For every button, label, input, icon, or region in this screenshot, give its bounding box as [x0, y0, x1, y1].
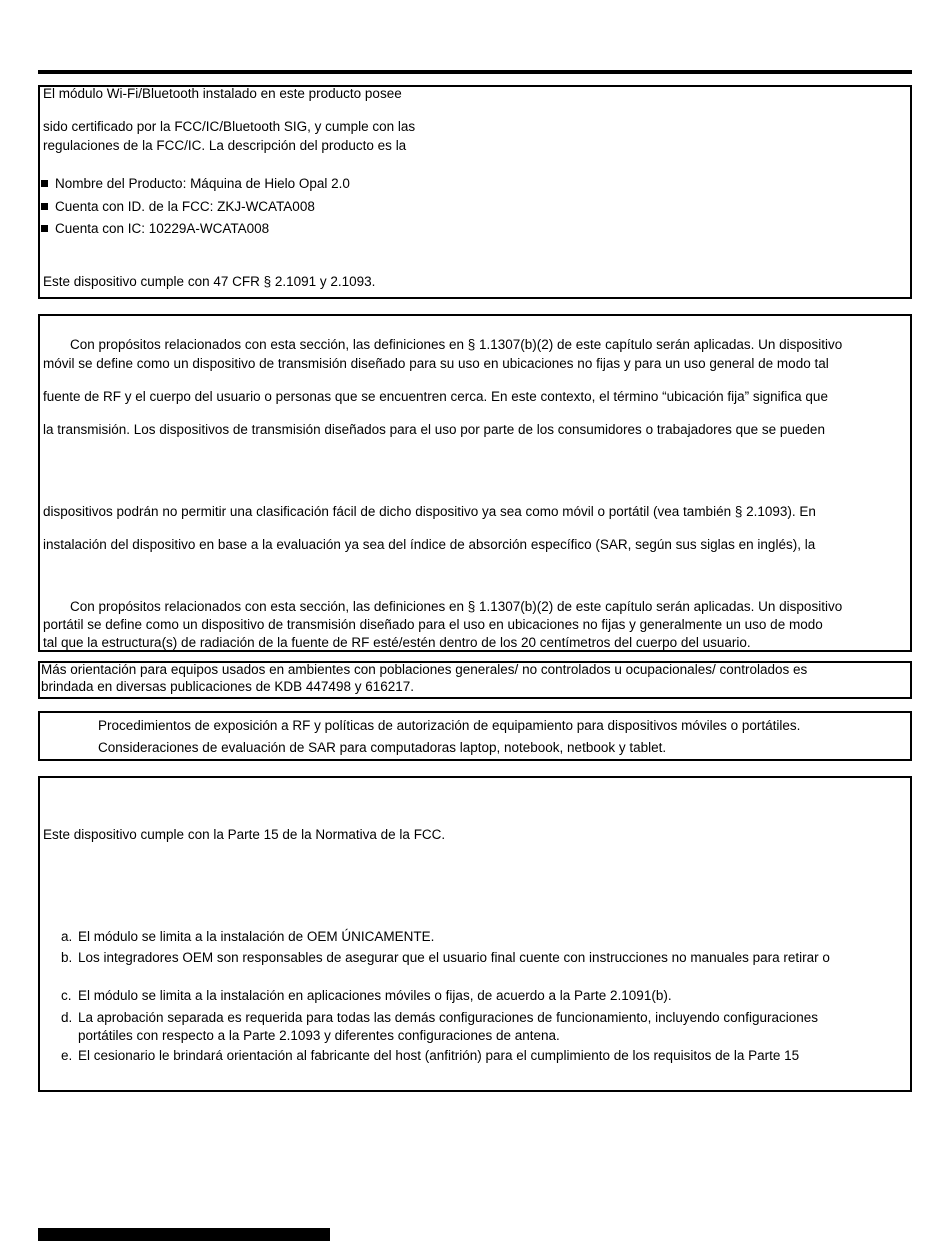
list-item-label: e.: [61, 1048, 73, 1063]
compliance-statement: Este dispositivo cumple con 47 CFR § 2.1091 y 2.1093.: [43, 274, 376, 289]
paragraph-line: móvil se define como un dispositivo de transmisión diseñado para su uso en ubicaciones no fijas y para un uso general de modo tal: [43, 356, 829, 371]
list-item-text: El módulo se limita a la instalación en aplicaciones móviles o fijas, de acuerdo a la Parte 2.1091(b).: [78, 988, 672, 1003]
bullet-text: Cuenta con IC: 10229A-WCATA008: [55, 221, 270, 236]
paragraph-line: brindada en diversas publicaciones de KDB 447498 y 616217.: [41, 679, 415, 694]
part15-statement: Este dispositivo cumple con la Parte 15 de la Normativa de la FCC.: [43, 827, 446, 842]
list-item-text: Los integradores OEM son responsables de asegurar que el usuario final cuente con instrucciones no manuales para retirar o: [78, 950, 830, 965]
publication-title: Procedimientos de exposición a RF y políticas de autorización de equipamiento para dispositivos móviles o portátiles.: [98, 718, 801, 733]
bullet-item: [41, 176, 350, 192]
bullet-item: [41, 199, 315, 215]
list-item: [61, 950, 830, 966]
kdb-guidance-box: [38, 661, 912, 699]
bullet-square-icon: [41, 203, 48, 210]
list-item-text: El cesionario le brindará orientación al fabricante del host (anfitrión) para el cumplimiento de los requisitos de la Parte 15: [78, 1048, 800, 1063]
paragraph-line: instalación del dispositivo en base a la evaluación ya sea del índice de absorción específico (SAR, según sus siglas en inglés), la: [43, 537, 816, 552]
list-item-text: La aprobación separada es requerida para todas las demás configuraciones de funcionamiento, incluyendo configuraciones: [78, 1010, 818, 1025]
paragraph-line: tal que la estructura(s) de radiación de la fuente de RF esté/estén dentro de los 20 centímetros del cuerpo del usuario.: [43, 635, 751, 650]
list-item: [61, 988, 672, 1004]
paragraph-line: Con propósitos relacionados con esta sección, las definiciones en § 1.1307(b)(2) de este capítulo serán aplicadas. Un dispositivo: [70, 337, 843, 352]
paragraph-line: dispositivos podrán no permitir una clasificación fácil de dicho dispositivo ya sea como móvil o portátil (vea también § 2.1093). En: [43, 504, 816, 519]
bullet-item: [41, 221, 269, 237]
publication-title: Consideraciones de evaluación de SAR para computadoras laptop, notebook, netbook y tablet.: [98, 740, 667, 755]
paragraph-line: la transmisión. Los dispositivos de transmisión diseñados para el uso por parte de los consumidores o trabajadores que se pueden: [43, 422, 825, 437]
bullet-square-icon: [41, 180, 48, 187]
paragraph-line: Con propósitos relacionados con esta sección, las definiciones en § 1.1307(b)(2) de este capítulo serán aplicadas. Un dispositivo: [70, 599, 843, 614]
fcc-part15-oem-box: [38, 776, 912, 1092]
paragraph-line: fuente de RF y el cuerpo del usuario o personas que se encuentren cerca. En este contexto, el término “ubicación fija” significa que: [43, 389, 828, 404]
list-item: [61, 1010, 818, 1026]
next-section-header-bar: [38, 1228, 330, 1241]
paragraph-line: El módulo Wi-Fi/Bluetooth instalado en este producto posee: [43, 86, 402, 101]
wifi-module-certification-box: [38, 85, 912, 299]
kdb-publications-box: [38, 711, 912, 761]
mobile-portable-definitions-box: [38, 314, 912, 652]
bullet-text: Cuenta con ID. de la FCC: ZKJ-WCATA008: [55, 199, 315, 214]
paragraph-line: sido certificado por la FCC/IC/Bluetooth SIG, y cumple con las: [43, 119, 416, 134]
bullet-text: Nombre del Producto: Máquina de Hielo Opal 2.0: [55, 176, 350, 191]
bullet-square-icon: [41, 225, 48, 232]
list-item-text: El módulo se limita a la instalación de OEM ÚNICAMENTE.: [78, 929, 435, 944]
list-item-label: b.: [61, 950, 73, 965]
list-item-continuation: [61, 1028, 560, 1044]
paragraph-line: Más orientación para equipos usados en ambientes con poblaciones generales/ no controlados u ocupacionales/ controlados es: [41, 662, 808, 677]
list-item: [61, 1048, 799, 1064]
list-item-label: c.: [61, 988, 72, 1003]
list-item-text: portátiles con respecto a la Parte 2.1093 y diferentes configuraciones de antena.: [78, 1028, 560, 1043]
paragraph-line: regulaciones de la FCC/IC. La descripción del producto es la: [43, 138, 407, 153]
list-item-label: d.: [61, 1010, 73, 1025]
paragraph-line: portátil se define como un dispositivo de transmisión diseñado para el uso en ubicaciones no fijas y generalmente un uso de modo: [43, 617, 823, 632]
section-divider-rule: [38, 70, 912, 74]
list-item: [61, 929, 434, 945]
list-item-label: a.: [61, 929, 73, 944]
